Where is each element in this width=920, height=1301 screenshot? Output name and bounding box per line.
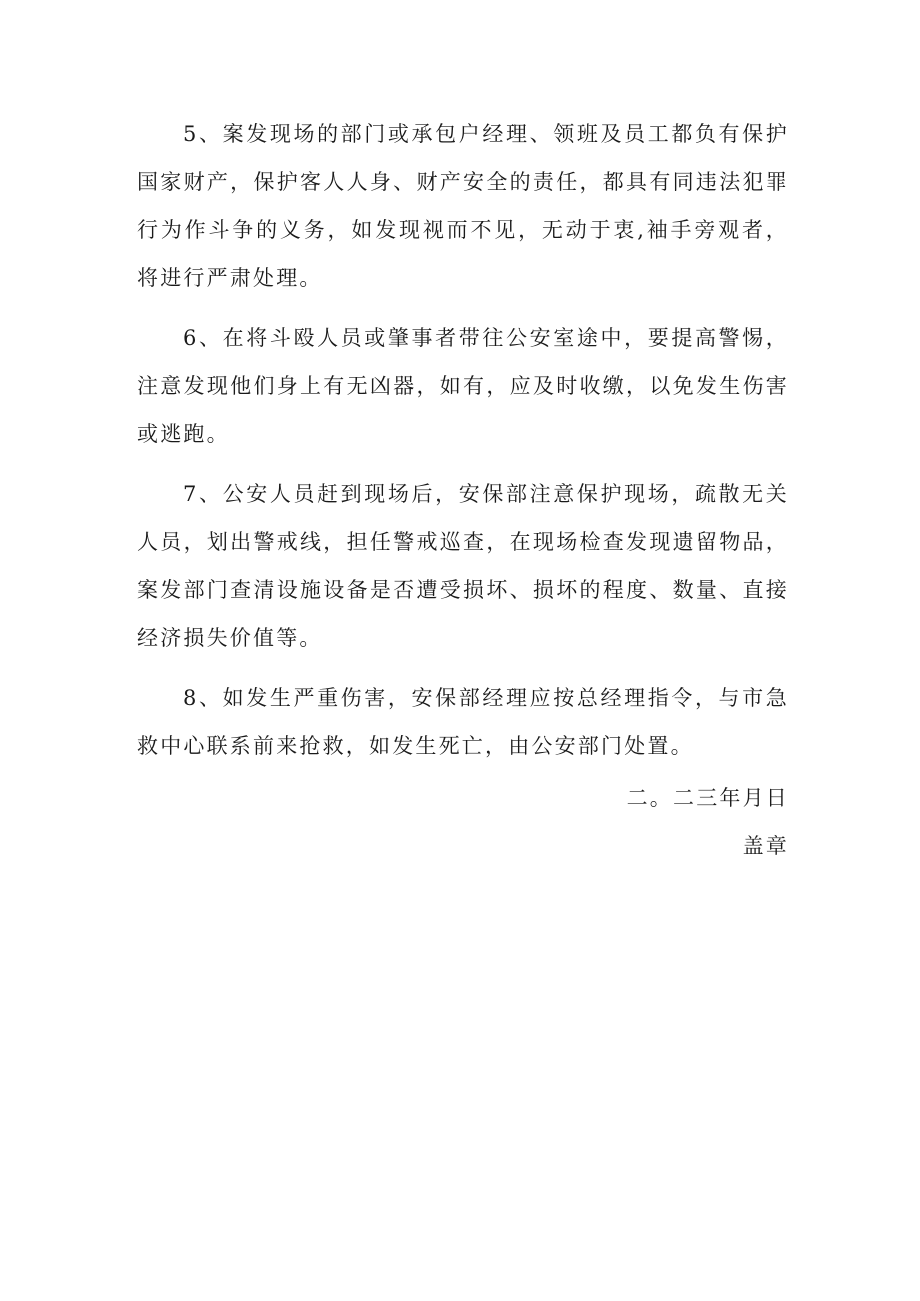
paragraph-7: 7、公安人员赶到现场后，安保部注意保护现场，疏散无关人员，划出警戒线，担任警戒巡查，在现场检查发现遗留物品，案发部门查清设施设备是否遭受损坏、损坏的程度、数量、直接经济损失价值等。 <box>137 482 789 650</box>
paragraph-5: 5、案发现场的部门或承包户经理、领班及员工都负有保护国家财产，保护客人人身、财产安全的责任，都具有同违法犯罪行为作斗争的义务，如发现视而不见，无动于衷,袖手旁观者，将进行严肃处理。 <box>137 122 789 290</box>
seal-label: 盖章 <box>742 834 789 858</box>
document-date: 二。二三年月日 <box>626 786 789 810</box>
document-body <box>137 110 789 870</box>
paragraph-8: 8、如发生严重伤害，安保部经理应按总经理指令，与市急救中心联系前来抢救，如发生死亡，由公安部门处置。 <box>137 686 789 758</box>
paragraph-6: 6、在将斗殴人员或肇事者带往公安室途中，要提高警惕，注意发现他们身上有无凶器，如有，应及时收缴，以免发生伤害或逃跑。 <box>137 326 789 446</box>
